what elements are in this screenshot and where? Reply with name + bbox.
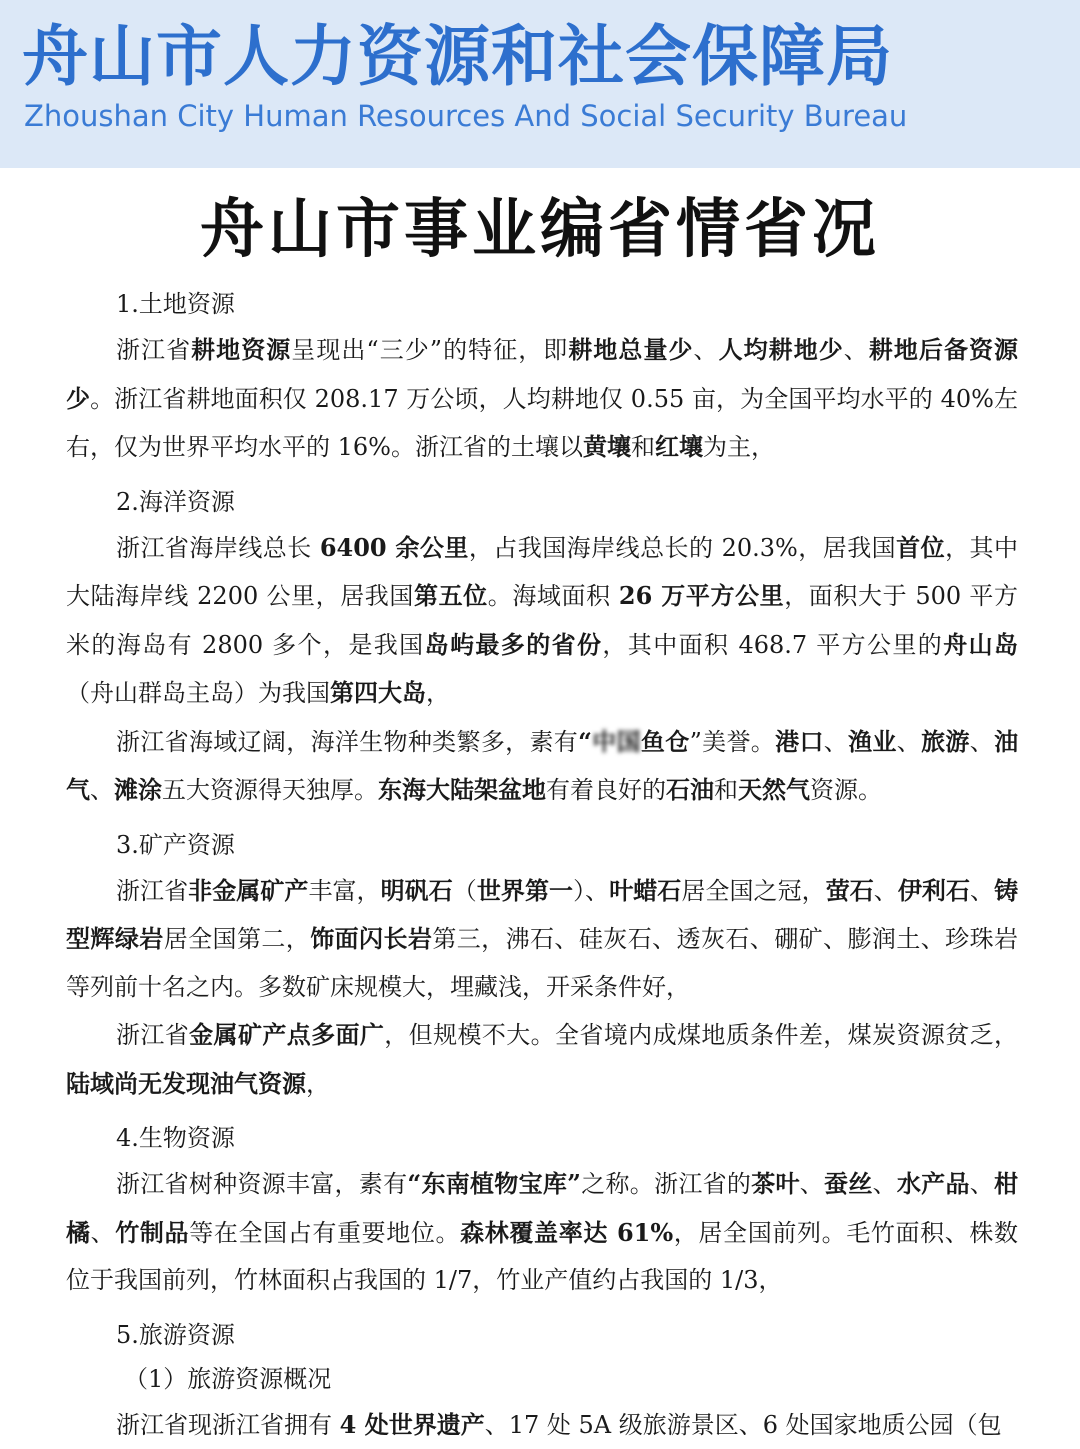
bold-text: 柑橘 xyxy=(66,1169,1018,1247)
text-run: 浙江省海岸线总长 xyxy=(116,534,320,562)
text-run: 居全国第二， xyxy=(164,925,311,953)
text-run: 居全国之冠， xyxy=(681,877,825,905)
text-run: ，居全国前列。毛竹面积、株数位于我国前列，竹林面积占我国的 1/7，竹业产值约占我国的 1/3， xyxy=(66,1219,1018,1295)
text-run: 、 xyxy=(970,1170,994,1198)
bold-text: 耕地总量少 xyxy=(568,335,693,364)
paragraph xyxy=(66,1011,1018,1108)
text-run: 和 xyxy=(631,433,655,461)
bold-text: 叶蜡石 xyxy=(609,876,681,905)
bold-text: 森林覆盖率达 61% xyxy=(460,1218,673,1247)
text-run: ，面积大于 500 平方米的海岛有 2800 多个，是我国 xyxy=(66,582,1018,659)
bold-text: 伊利石 xyxy=(898,876,970,905)
bold-text: 蚕丝 xyxy=(824,1169,873,1198)
text-run: 资源。 xyxy=(810,776,882,804)
paragraph xyxy=(66,326,1018,472)
org-name-en: Zhoushan City Human Resources And Social Security Bureau xyxy=(24,102,907,131)
bold-text: “东南植物宝库” xyxy=(407,1169,581,1198)
text-run: ，其中面积 468.7 平方公里的 xyxy=(602,631,943,659)
bold-text: 明矾石 xyxy=(381,876,453,905)
text-run: ”美誉。 xyxy=(690,728,776,756)
text-run: （舟山群岛主岛）为我国 xyxy=(66,679,330,707)
bold-text: 饰面闪长岩 xyxy=(310,924,432,953)
text-run: ，但规模不大。全省境内成煤地质条件差，煤炭资源贫乏， xyxy=(384,1021,1018,1049)
bold-text: 滩涂 xyxy=(114,775,162,804)
text-run: 、17 处 5A 级旅游景区、6 处国家地质公园（包 xyxy=(485,1411,1002,1439)
document-title: 舟山市事业编省情省况 xyxy=(0,198,1080,262)
bold-text: 陆域尚无发现油气资源 xyxy=(66,1069,306,1098)
header-banner xyxy=(0,0,1080,168)
text-run: 、 xyxy=(844,336,869,364)
text-run: 浙江省海域辽阔，海洋生物种类繁多，素有 xyxy=(116,728,578,756)
text-run: ，其中大陆海岸线 2200 公里，居我国 xyxy=(66,534,1018,611)
bold-text: 黄壤 xyxy=(583,432,631,461)
text-run: 、 xyxy=(90,776,114,804)
text-run: 呈现出“三少”的特征，即 xyxy=(291,336,568,364)
bold-text: 竹制品 xyxy=(115,1218,189,1247)
section-heading: 4.生物资源 xyxy=(66,1116,1018,1160)
text-run: 等在全国占有重要地位。 xyxy=(189,1219,460,1247)
text-run: 。海域面积 xyxy=(488,582,619,610)
text-run: 有着良好的 xyxy=(546,776,666,804)
text-run: 、 xyxy=(873,1170,897,1198)
bold-text: 石油 xyxy=(666,775,714,804)
text-run: 第三，沸石、硅灰石、透灰石、硼矿、膨润土、珍珠岩等列前十名之内。多数矿床规模大，埋藏浅，开采条件好， xyxy=(66,925,1018,1001)
text-run: 、 xyxy=(897,728,921,756)
text-run: 丰富， xyxy=(308,877,380,905)
bold-text: 金属矿产点多面广 xyxy=(189,1020,384,1049)
text-run: 、 xyxy=(824,728,848,756)
paragraph xyxy=(66,1401,1018,1449)
bold-text: 26 万平方公里 xyxy=(619,581,784,610)
bold-text: “ xyxy=(578,727,592,756)
text-run: 。浙江省耕地面积仅 208.17 万公顷，人均耕地仅 0.55 亩，为全国平均水平的 40%左右，仅为世界平均水平的 16%。浙江省的土壤以 xyxy=(66,385,1018,462)
bold-text: 港口 xyxy=(775,727,824,756)
bold-text: 铸型辉绿岩 xyxy=(66,876,1018,954)
paragraph xyxy=(66,524,1018,718)
bold-text: 茶叶 xyxy=(751,1169,800,1198)
bold-text: 耕地后备资源少 xyxy=(66,335,1018,413)
bold-text: 中国 xyxy=(592,727,641,756)
text-run: 、 xyxy=(874,877,898,905)
text-run: 浙江省 xyxy=(116,877,188,905)
bold-text: 4 处世界遗产 xyxy=(340,1410,485,1439)
paragraph xyxy=(66,1160,1018,1305)
bold-text: 鱼仓 xyxy=(641,727,690,756)
bold-text: 岛屿最多的省份 xyxy=(425,630,603,659)
text-run: 、 xyxy=(800,1170,824,1198)
text-run: 之称。浙江省的 xyxy=(581,1170,751,1198)
text-run: 浙江省现浙江省拥有 xyxy=(116,1411,340,1439)
bold-text: 第五位 xyxy=(414,581,488,610)
text-run: ， xyxy=(426,679,450,707)
paragraph xyxy=(66,867,1018,1012)
text-run: ，占我国海岸线总长的 20.3%，居我国 xyxy=(469,534,896,562)
bold-text: 东海大陆架盆地 xyxy=(378,775,546,804)
org-name-cn: 舟山市人力资源和社会保障局 xyxy=(22,24,893,90)
document-body xyxy=(66,282,1018,1449)
text-run: 五大资源得天独厚。 xyxy=(162,776,378,804)
bold-text: 6400 余公里 xyxy=(320,533,469,562)
section-heading: 5.旅游资源 xyxy=(66,1313,1018,1357)
bold-text: 耕地资源 xyxy=(191,335,291,364)
bold-text: 萤石 xyxy=(826,876,874,905)
section-heading: 3.矿产资源 xyxy=(66,823,1018,867)
section-subheading: （1）旅游资源概况 xyxy=(66,1357,1018,1401)
paragraph xyxy=(66,718,1018,815)
bold-text: 油气 xyxy=(66,727,1018,805)
bold-text: 首位 xyxy=(896,533,945,562)
section-heading: 2.海洋资源 xyxy=(66,480,1018,524)
bold-text: 舟山岛 xyxy=(943,630,1018,659)
text-run: 为主， xyxy=(703,433,775,461)
bold-text: 天然气 xyxy=(738,775,810,804)
text-run: 浙江省 xyxy=(116,336,191,364)
bold-text: 红壤 xyxy=(655,432,703,461)
text-run: 、 xyxy=(694,336,719,364)
text-run: 、 xyxy=(970,728,994,756)
text-run: ， xyxy=(306,1070,330,1098)
bold-text: 旅游 xyxy=(921,727,970,756)
text-run: 浙江省 xyxy=(116,1021,189,1049)
bold-text: 第四大岛 xyxy=(330,678,426,707)
text-run: 、 xyxy=(91,1219,116,1247)
bold-text: 人均耕地少 xyxy=(719,335,844,364)
bold-text: 世界第一 xyxy=(477,876,573,905)
text-run: 和 xyxy=(714,776,738,804)
text-run: 浙江省树种资源丰富，素有 xyxy=(116,1170,407,1198)
section-heading: 1.土地资源 xyxy=(66,282,1018,326)
text-run: 、 xyxy=(970,877,994,905)
text-run: ）、 xyxy=(573,877,609,905)
text-run: （ xyxy=(453,877,477,905)
bold-text: 非金属矿产 xyxy=(188,876,308,905)
bold-text: 渔业 xyxy=(848,727,897,756)
bold-text: 水产品 xyxy=(897,1169,970,1198)
